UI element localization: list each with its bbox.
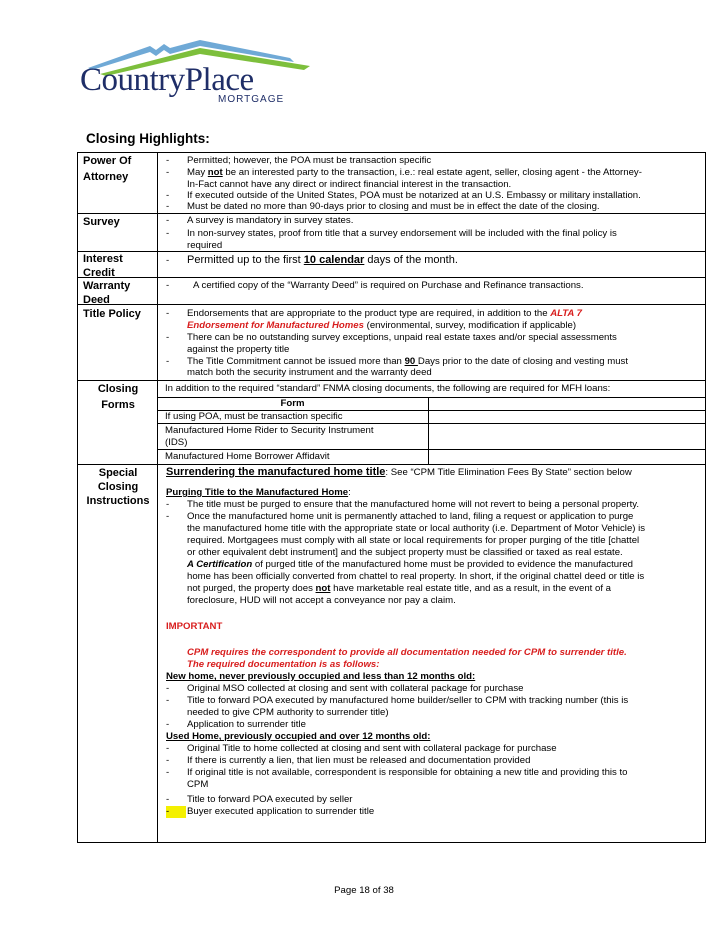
survey-line: In non-survey states, proof from title that a survey endorsement will be included with the final policy is xyxy=(187,228,617,239)
purging-line: Once the manufactured home unit is permanently attached to land, filing a request or application to purge xyxy=(187,511,634,522)
row-divider xyxy=(77,304,706,305)
company-logo xyxy=(80,36,320,108)
requirement-line: The required documentation is as follows: xyxy=(187,659,380,670)
requirement-line: CPM requires the correspondent to provide all documentation needed for CPM to surrender title. xyxy=(187,647,627,658)
title-policy-line: match both the security instrument and the warranty deed xyxy=(187,367,432,378)
important-label: IMPORTANT xyxy=(166,621,223,632)
new-home-item: Original MSO collected at closing and sent with collateral package for purchase xyxy=(187,683,524,694)
survey-line: required xyxy=(187,240,223,251)
poa-line: May not be an interested party to the transaction, i.e.: real estate agent, seller, closing agent - the Attorney- xyxy=(187,167,642,178)
closing-forms-label: Closing Forms xyxy=(97,383,139,411)
row-divider xyxy=(77,277,706,278)
title-policy-line: The Title Commitment cannot be issued more than 90 Days prior to the date of closing and vesting must xyxy=(187,356,629,367)
logo-subtitle: MORTGAGE xyxy=(218,94,285,105)
purging-line: home has been officially converted from chattel to real property. In short, if the original chattel deed or title is xyxy=(187,571,645,582)
forms-column-header: Form xyxy=(280,398,305,409)
warranty-deed-label: Warranty Deed xyxy=(83,280,131,306)
row-divider xyxy=(77,213,706,214)
interest-credit-label: Interest Credit xyxy=(83,253,123,279)
used-home-item: CPM xyxy=(187,779,209,790)
used-home-item: Buyer executed application to surrender title xyxy=(187,806,375,817)
purging-line: The title must be purged to ensure that the manufactured home will not revert to being a personal property. xyxy=(187,499,640,510)
purging-line: required. Mortgagees must comply with all state or local requirements for proper purging of the title [chattel xyxy=(187,535,640,546)
new-home-heading: New home, never previously occupied and less than 12 months old: xyxy=(166,671,476,682)
row-divider xyxy=(77,251,706,252)
page-number: Page 18 of 38 xyxy=(334,885,394,896)
special-instructions-label: Special Closing Instructions xyxy=(86,467,150,507)
used-home-item: Title to forward POA executed by seller xyxy=(187,794,353,805)
title-policy-line: Endorsements that are appropriate to the product type are required, in addition to the ALTA 7 xyxy=(187,308,583,319)
poa-line: Permitted; however, the POA must be transaction specific xyxy=(187,155,432,166)
poa-line: In-Fact cannot have any direct or indirect financial interest in the transaction. xyxy=(187,179,512,190)
title-policy-label: Title Policy xyxy=(83,308,141,320)
purging-line: A Certification of purged title of the manufactured home must be provided to evidence the manufactured xyxy=(187,559,634,570)
new-home-item: Title to forward POA executed by manufactured home builder/seller to CPM with tracking number (this is xyxy=(187,695,629,706)
used-home-item: If original title is not available, correspondent is responsible for obtaining a new title and providing this to xyxy=(187,767,628,778)
form-item: If using POA, must be transaction specific xyxy=(165,411,343,422)
purging-line: foreclosure, HUD will not accept a conveyance nor pay a claim. xyxy=(187,595,456,606)
closing-forms-intro: In addition to the required “standard” FNMA closing documents, the following are required for MFH loans: xyxy=(165,383,611,394)
new-home-item: Application to surrender title xyxy=(187,719,306,730)
survey-label: Survey xyxy=(83,216,120,228)
row-divider xyxy=(77,380,706,381)
surrender-title-line: Surrendering the manufactured home title: See “CPM Title Elimination Fees By State” section below xyxy=(166,466,632,478)
form-item: (IDS) xyxy=(165,437,188,448)
poa-line: If executed outside of the United States, POA must be notarized at an U.S. Embassy or military installation. xyxy=(187,190,641,201)
interest-credit-text: Permitted up to the first 10 calendar days of the month. xyxy=(187,254,458,266)
warranty-deed-text: A certified copy of the “Warranty Deed” is required on Purchase and Refinance transactions. xyxy=(193,280,584,291)
section-heading: Closing Highlights: xyxy=(86,131,210,146)
survey-line: A survey is mandatory in survey states. xyxy=(187,215,354,226)
purging-line: the manufactured home title with the appropriate state or local authority (i.e. Department of Motor Vehicle) is xyxy=(187,523,646,534)
title-policy-line: against the property title xyxy=(187,344,290,355)
used-home-item: Original Title to home collected at closing and sent with collateral package for purchase xyxy=(187,743,557,754)
purging-line: not purged, the property does not have marketable real estate title, and as a result, in the event of a xyxy=(187,583,611,594)
form-item: Manufactured Home Borrower Affidavit xyxy=(165,451,330,462)
new-home-item: needed to give CPM authority to surrender title) xyxy=(187,707,389,718)
form-item: Manufactured Home Rider to Security Instrument xyxy=(165,425,374,436)
purging-line: or other equivalent debt instrument] and the subject property must be classified or taxed as real estate. xyxy=(187,547,623,558)
forms-table xyxy=(157,397,706,465)
title-policy-line: Endorsement for Manufactured Homes (environmental, survey, modification if applicable) xyxy=(187,320,577,331)
used-home-item: If there is currently a lien, that lien must be released and documentation provided xyxy=(187,755,531,766)
used-home-heading: Used Home, previously occupied and over 12 months old: xyxy=(166,731,431,742)
logo-wordmark: CountryPlace xyxy=(80,62,254,98)
title-policy-line: There can be no outstanding survey exceptions, unpaid real estate taxes and/or special assessments xyxy=(187,332,617,343)
poa-line: Must be dated no more than 90-days prior to closing and must be in effect the date of the closing. xyxy=(187,201,600,212)
highlight-marker: - xyxy=(166,806,186,818)
purging-heading: Purging Title to the Manufactured Home: xyxy=(166,487,351,498)
poa-label: Power Of Attorney xyxy=(83,155,132,183)
